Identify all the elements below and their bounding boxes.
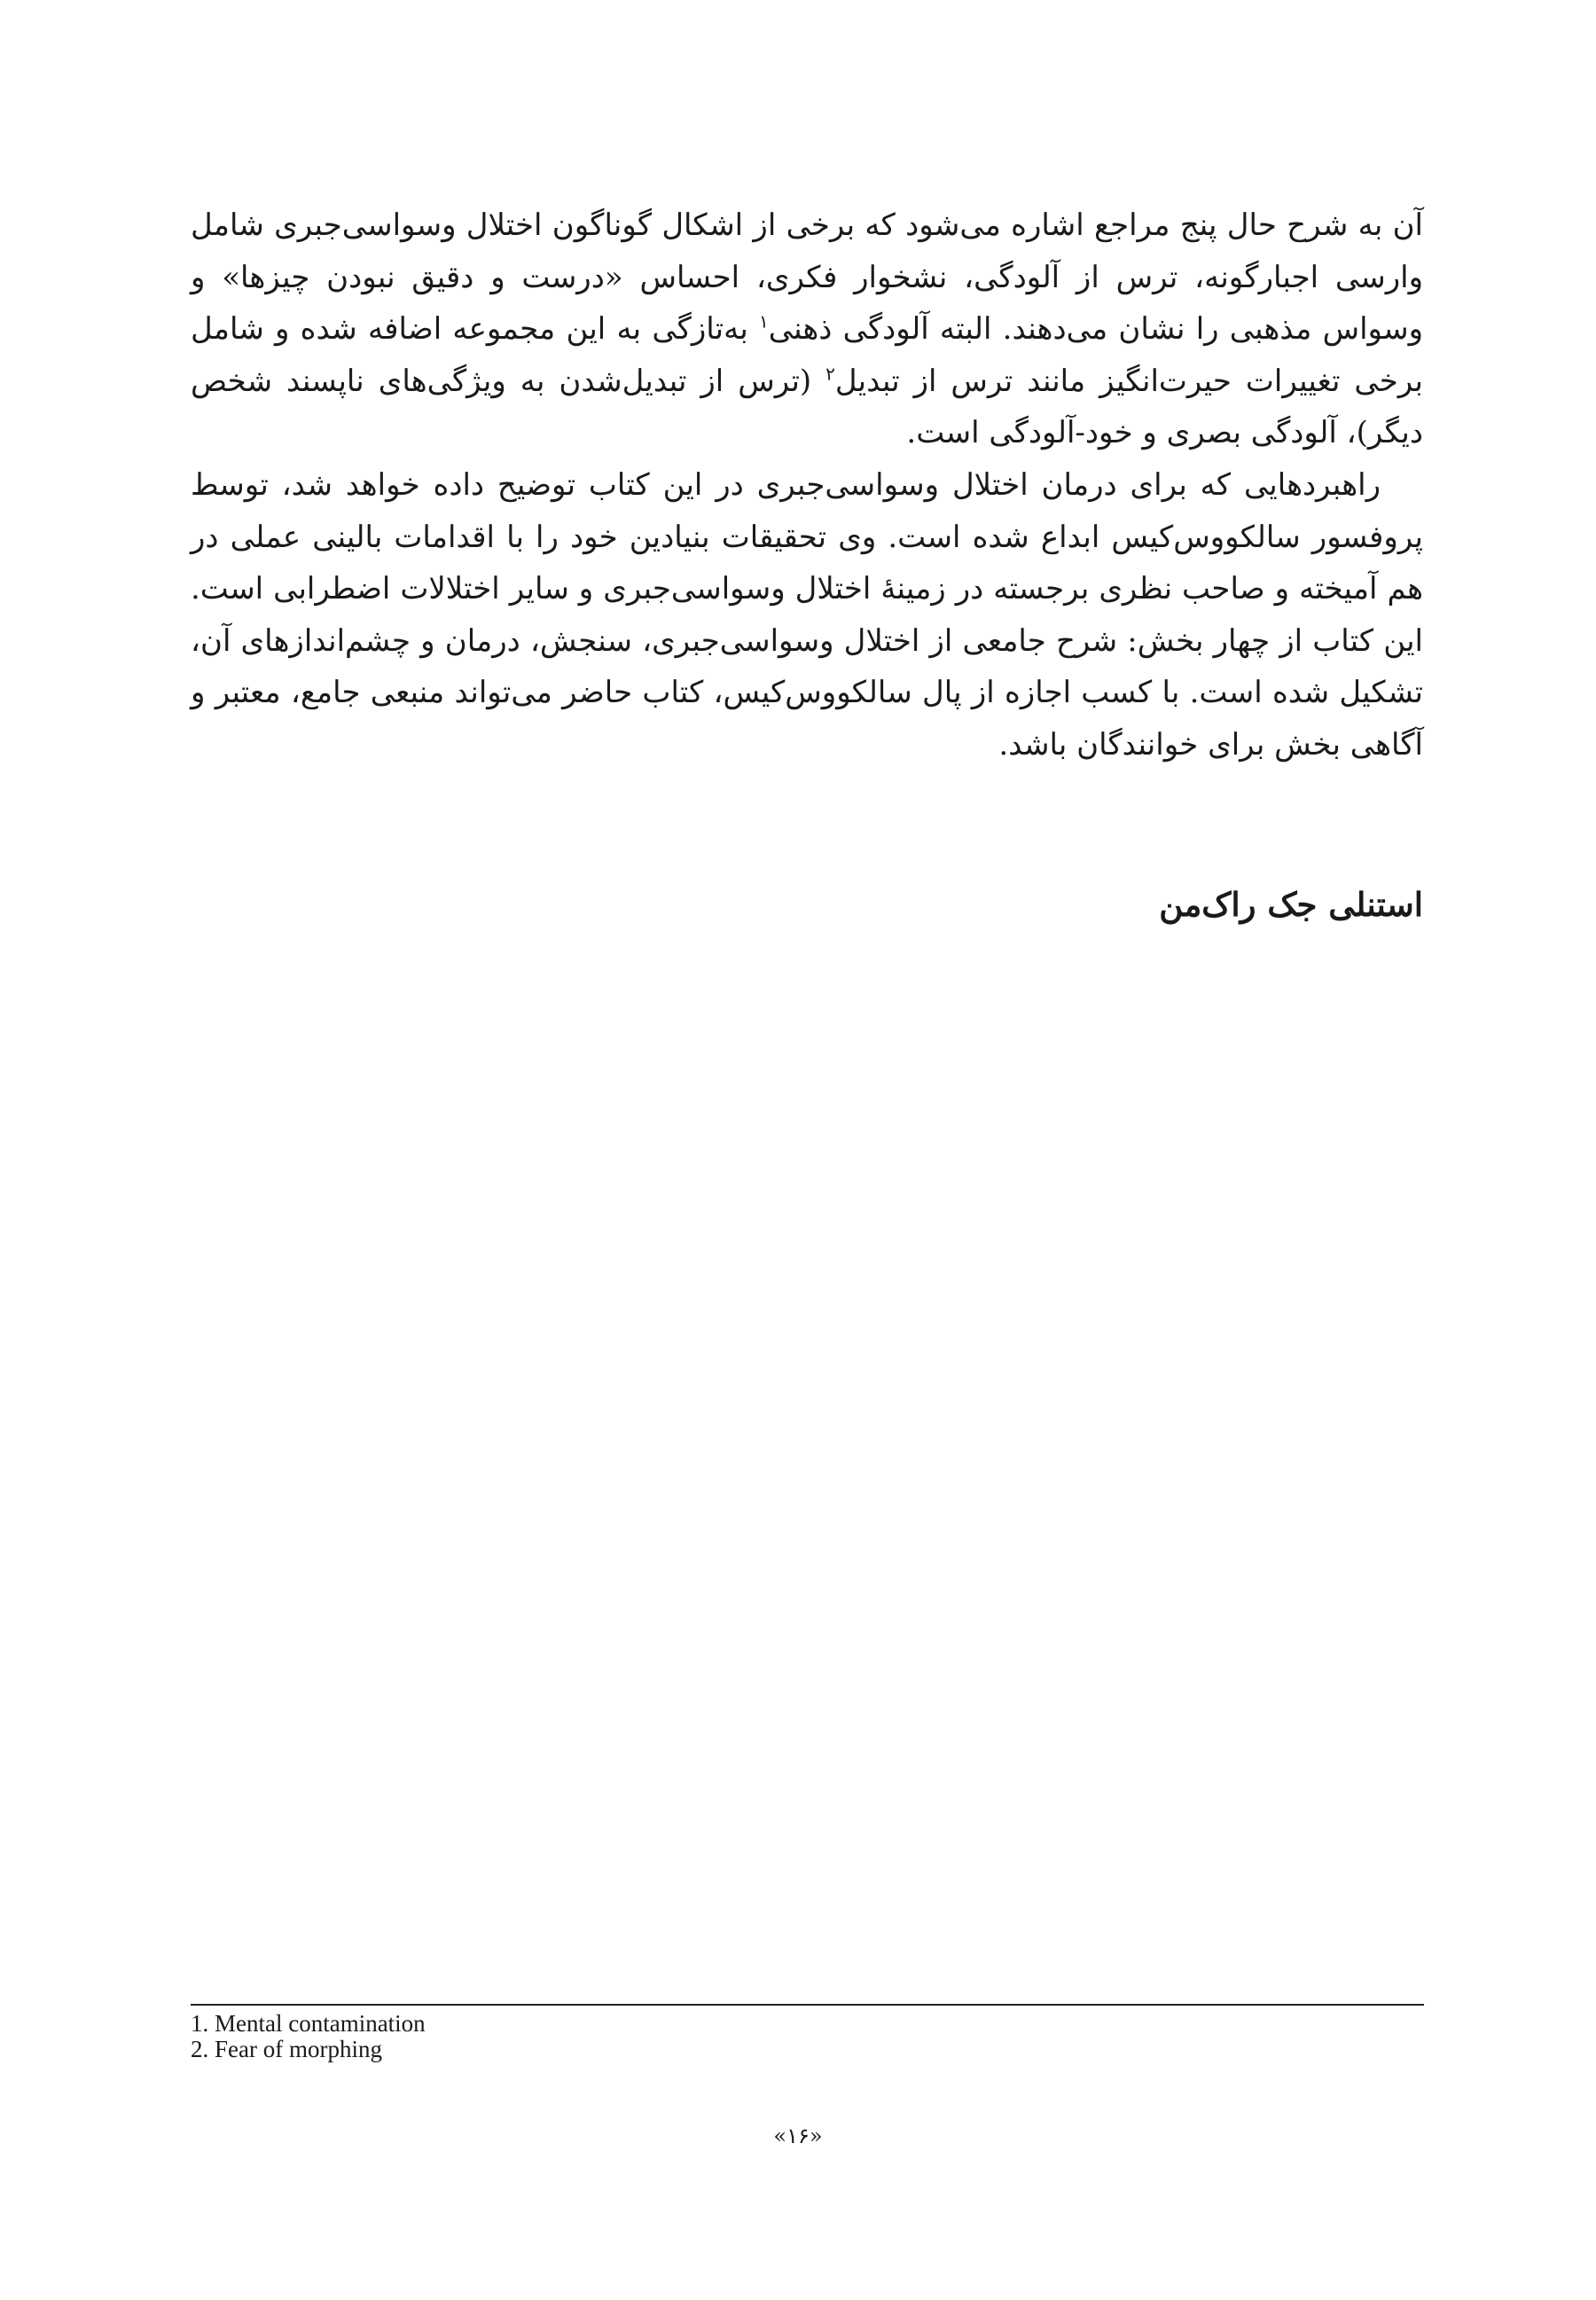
footnote-ref-2: ۲	[825, 363, 835, 385]
paragraph-1-part-2: به‌تازگی به این مجموعه اضافه شده و شامل برخی تغییرات حیرت‌انگیز مانند ترس از تبدیل	[191, 311, 1423, 399]
body-text	[191, 199, 1423, 771]
author-signature: استنلی جک راک‌من	[1159, 885, 1423, 924]
paragraph-1-part-3: (ترس از تبدیل‌شدن به ویژگی‌های ناپسند شخص دیگر)، آلودگی بصری و خود-آلودگی است.	[191, 363, 1423, 451]
paragraph-1-part-1: آن به شرح حال پنج مراجع اشاره می‌شود که برخی از اشکال گوناگون اختلال وسواسی‌جبری شامل وارسی اجبارگونه، ترس از آلودگی، نشخوار فکری، احساس «درست و دقیق نبودن چیزها» و وسواس مذهبی را نشان می‌دهند. البته آلودگی ذهنی	[191, 207, 1423, 348]
footnote-divider	[191, 2004, 1424, 2006]
footnote-1: 1. Mental contamination	[191, 2010, 426, 2037]
page-number: «۱۶»	[773, 2124, 823, 2148]
footnotes	[191, 2011, 1423, 2062]
footnote-ref-1: ۱	[759, 310, 769, 332]
paragraph-1	[191, 199, 1423, 459]
paragraph-2: راهبردهایی که برای درمان اختلال وسواسی‌جبری در این کتاب توضیح داده خواهد شد، توسط پروفسور سالکووس‌کیس ابداع شده است. وی تحقیقات بنیادین خود را با اقدامات بالینی عملی در هم آمیخته و صاحب نظری برجسته در زمینهٔ اختلال وسواسی‌جبری و سایر اختلالات اضطرابی است. این کتاب از چهار بخش: شرح جامعی از اختلال وسواسی‌جبری، سنجش، درمان و چشم‌اندازهای آن، تشکیل شده است. با کسب اجازه از پال سالکووس‌کیس، کتاب حاضر می‌تواند منبعی جامع، معتبر و آگاهی بخش برای خوانندگان باشد.	[191, 466, 1423, 763]
footnote-2: 2. Fear of morphing	[191, 2036, 382, 2062]
